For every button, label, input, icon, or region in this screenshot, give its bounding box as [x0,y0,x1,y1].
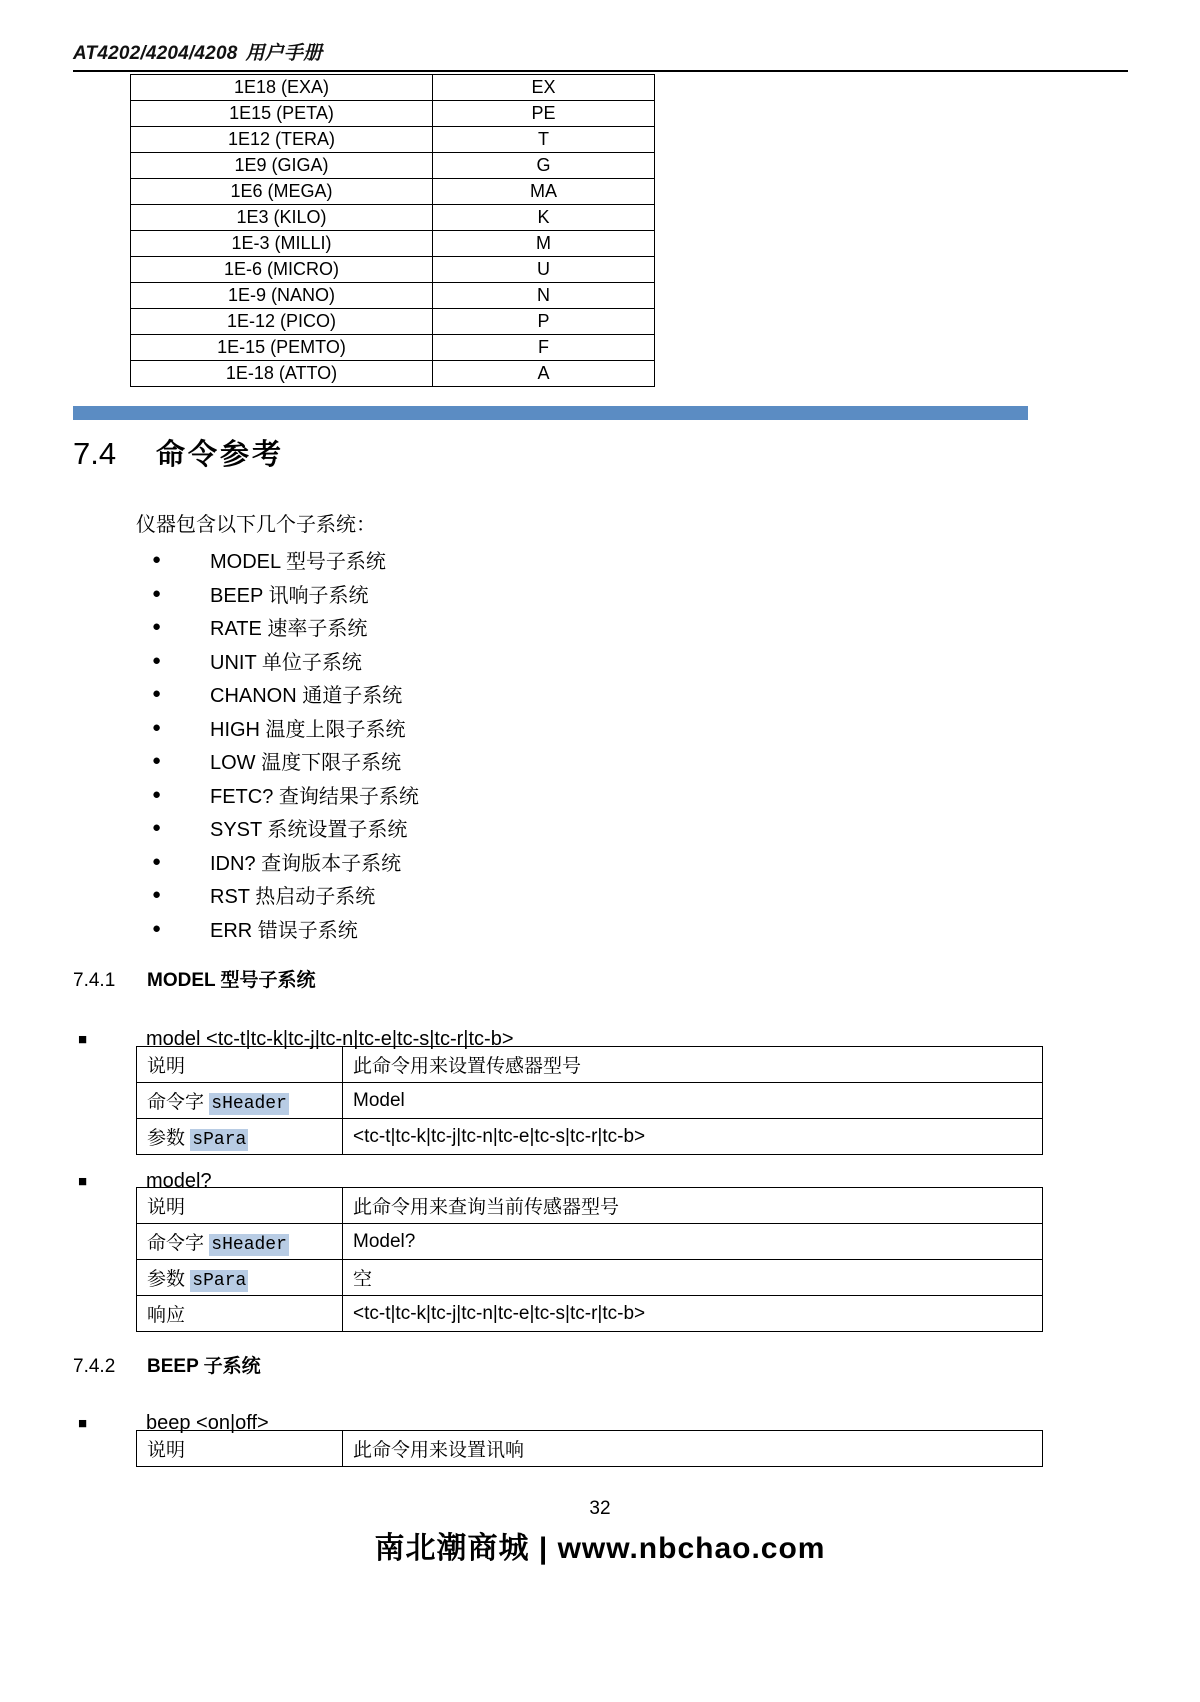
spec-label: 命令字 [147,1092,205,1113]
spec-label-cell [137,1224,343,1260]
spec-code-token: sHeader [211,1235,287,1255]
list-item-label: ERR 错误子系统 [210,919,358,942]
table-row [131,153,655,179]
spec-code-token: sPara [192,1130,247,1150]
prefix-cell: 1E-18 (ATTO) [131,361,433,387]
square-bullet-icon: ■ [78,1031,88,1048]
spec-label-cell [137,1296,343,1332]
prefix-cell: 1E-9 (NANO) [131,283,433,309]
list-item [136,744,896,778]
spec-value-cell: Model [343,1083,1043,1119]
list-item-label: FETC? 查询结果子系统 [210,785,419,808]
subsystem-bullet-list [136,543,896,945]
spec-label-cell [137,1083,343,1119]
spec-label-cell [137,1188,343,1224]
round-bullet-icon: ● [152,852,162,870]
round-bullet-icon: ● [152,551,162,569]
list-item [136,878,896,912]
footer-site: 南北潮商城 | www.nbchao.com [374,1532,826,1565]
table-row [131,335,655,361]
spec-label-cell [137,1047,343,1083]
symbol-cell: K [433,205,655,231]
command-signature: beep <on|off> [146,1412,269,1434]
spec-value-cell: <tc-t|tc-k|tc-j|tc-n|tc-e|tc-s|tc-r|tc-b> [343,1296,1043,1332]
spec-value-cell: Model? [343,1224,1043,1260]
list-item [136,912,896,946]
table-row [137,1431,1043,1467]
symbol-cell: T [433,127,655,153]
table-row [131,283,655,309]
list-item-label: LOW 温度下限子系统 [210,752,402,775]
spec-value-cell: 此命令用来设置传感器型号 [343,1047,1043,1083]
list-item [136,778,896,812]
table-row [131,309,655,335]
spec-label: 说明 [147,1197,186,1218]
list-item-label: SYST 系统设置子系统 [210,819,408,842]
section-74-title: 命令参考 [156,439,285,471]
command-spec-body [137,1047,1043,1155]
section-741-heading [73,965,1028,992]
section-741-title: MODEL 型号子系统 [147,970,316,991]
spec-code-token: sPara [192,1271,247,1291]
table-row [137,1188,1043,1224]
round-bullet-icon: ● [152,919,162,937]
command-spec-body [137,1188,1043,1332]
spec-code-token: sHeader [211,1094,287,1114]
list-item [136,644,896,678]
list-item [136,677,896,711]
page-number: 32 [589,1498,611,1519]
table-row [131,257,655,283]
prefix-cell: 1E3 (KILO) [131,205,433,231]
spec-value-cell: 此命令用来查询当前传感器型号 [343,1188,1043,1224]
command-signature: model? [146,1170,212,1192]
spec-label: 说明 [147,1440,186,1461]
list-item-label: HIGH 温度上限子系统 [210,718,406,741]
list-item [136,543,896,577]
round-bullet-icon: ● [152,752,162,770]
spec-label-cell [137,1260,343,1296]
page-header [73,38,1128,65]
spec-label-cell [137,1119,343,1155]
subsystem-intro-text: 仪器包含以下几个子系统： [136,514,376,536]
round-bullet-icon: ● [152,785,162,803]
table-row [137,1224,1043,1260]
symbol-cell: EX [433,75,655,101]
spec-value-cell: <tc-t|tc-k|tc-j|tc-n|tc-e|tc-s|tc-r|tc-b> [343,1119,1043,1155]
command-spec-table [136,1046,1043,1155]
round-bullet-icon: ● [152,685,162,703]
symbol-cell: P [433,309,655,335]
round-bullet-icon: ● [152,618,162,636]
table-row [137,1119,1043,1155]
symbol-cell: G [433,153,655,179]
prefix-cell: 1E6 (MEGA) [131,179,433,205]
table-row [137,1260,1043,1296]
header-title [73,38,1128,65]
table-row [131,205,655,231]
spec-value-cell: 空 [343,1260,1043,1296]
command-spec-table [136,1430,1043,1467]
unit-prefix-table-body [131,75,655,387]
table-row [131,101,655,127]
prefix-cell: 1E15 (PETA) [131,101,433,127]
table-row [131,361,655,387]
list-item-label: RST 热启动子系统 [210,886,376,909]
square-bullet-icon: ■ [78,1415,88,1432]
section-742-number: 7.4.2 [73,1356,116,1377]
table-row [137,1047,1043,1083]
round-bullet-icon: ● [152,819,162,837]
table-row [131,75,655,101]
prefix-cell: 1E-15 (PEMTO) [131,335,433,361]
spec-label: 参数 [147,1269,186,1290]
symbol-cell: U [433,257,655,283]
round-bullet-icon: ● [152,651,162,669]
spec-label: 响应 [147,1305,186,1326]
symbol-cell: PE [433,101,655,127]
prefix-cell: 1E9 (GIGA) [131,153,433,179]
prefix-cell: 1E18 (EXA) [131,75,433,101]
prefix-cell: 1E-12 (PICO) [131,309,433,335]
command-spec-table [136,1187,1043,1332]
table-row [131,127,655,153]
section-divider-bar [73,406,1028,420]
spec-label: 说明 [147,1056,186,1077]
symbol-cell: F [433,335,655,361]
list-item [136,610,896,644]
list-item [136,711,896,745]
list-item-label: IDN? 查询版本子系统 [210,852,402,875]
spec-label: 参数 [147,1128,186,1149]
command-spec-body [137,1431,1043,1467]
round-bullet-icon: ● [152,886,162,904]
section-742-title: BEEP 子系统 [147,1356,261,1377]
list-item [136,811,896,845]
spec-label-cell [137,1431,343,1467]
table-row [131,231,655,257]
symbol-cell: MA [433,179,655,205]
header-model: AT4202/4204/4208 [73,43,238,64]
spec-value-cell: 此命令用来设置讯响 [343,1431,1043,1467]
round-bullet-icon: ● [152,718,162,736]
prefix-cell: 1E12 (TERA) [131,127,433,153]
round-bullet-icon: ● [152,584,162,602]
table-row [137,1296,1043,1332]
list-item-label: MODEL 型号子系统 [210,551,386,574]
table-row [137,1083,1043,1119]
symbol-cell: N [433,283,655,309]
symbol-cell: M [433,231,655,257]
section-74-number: 7.4 [73,436,117,471]
list-item-label: RATE 速率子系统 [210,618,368,641]
unit-prefix-table [130,74,655,387]
spec-label: 命令字 [147,1233,205,1254]
section-742-heading [73,1351,1028,1378]
list-item-label: BEEP 讯响子系统 [210,584,369,607]
table-row [131,179,655,205]
list-item [136,845,896,879]
header-rule [73,70,1128,72]
prefix-cell: 1E-3 (MILLI) [131,231,433,257]
section-74-heading [73,432,1028,473]
list-item [136,577,896,611]
section-741-number: 7.4.1 [73,970,116,991]
command-signature: model <tc-t|tc-k|tc-j|tc-n|tc-e|tc-s|tc-r|tc-b> [146,1028,514,1050]
symbol-cell: A [433,361,655,387]
header-doc-title: 用户手册 [245,43,323,64]
list-item-label: CHANON 通道子系统 [210,685,403,708]
square-bullet-icon: ■ [78,1173,88,1190]
prefix-cell: 1E-6 (MICRO) [131,257,433,283]
list-item-label: UNIT 单位子系统 [210,651,362,674]
